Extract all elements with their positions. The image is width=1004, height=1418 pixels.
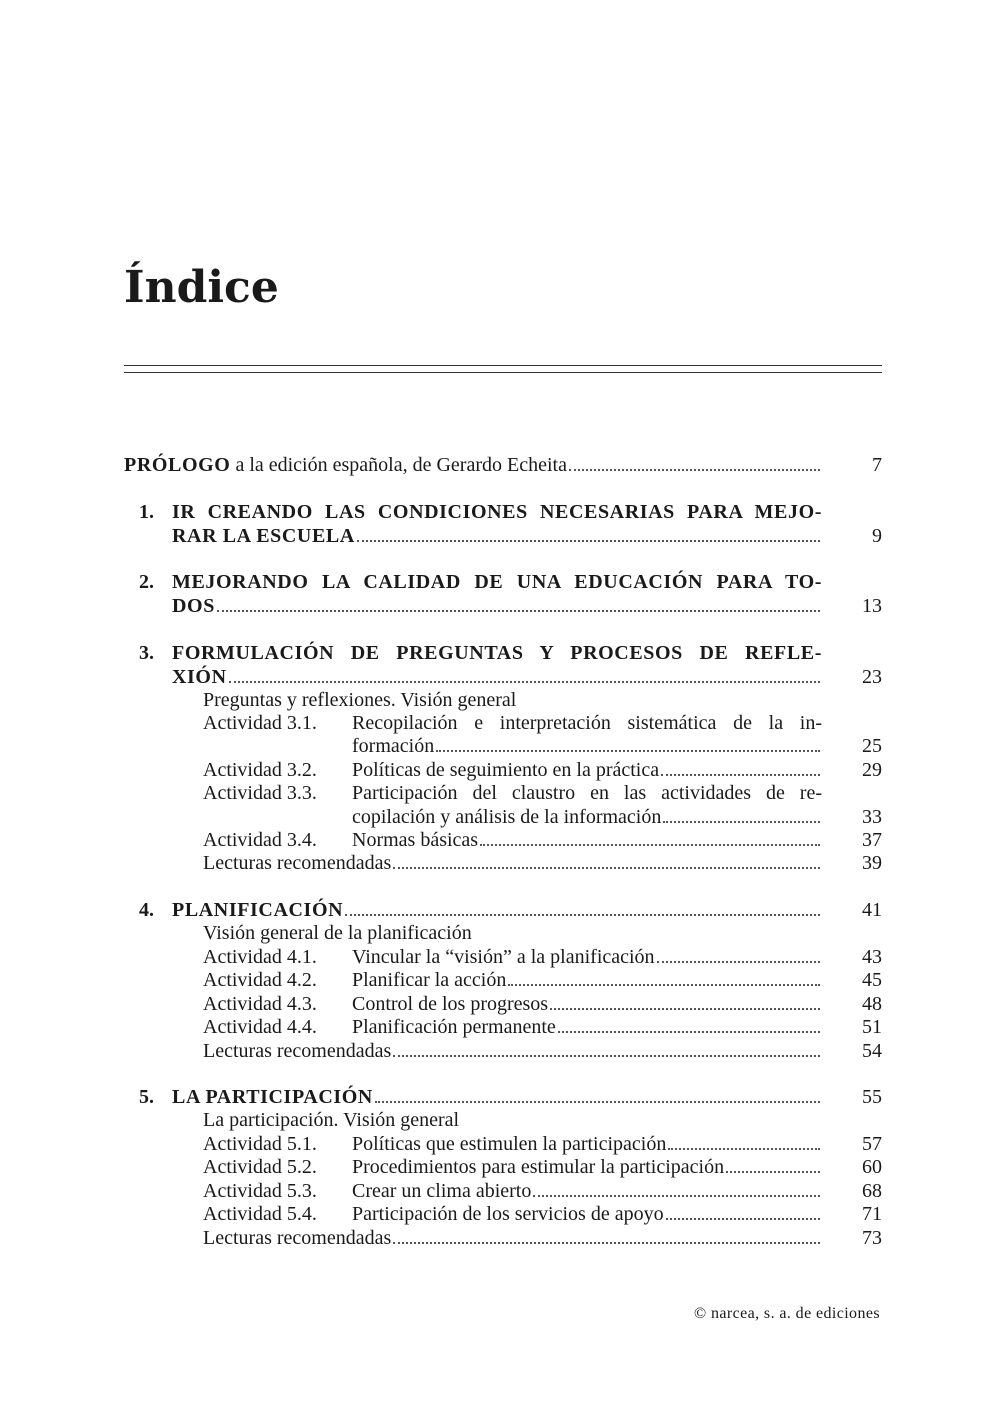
page-number: 68	[862, 1180, 882, 1202]
activity-4-2-text: Planificar la acción	[352, 969, 507, 991]
leader-dots	[550, 1008, 820, 1010]
toc-entry-activity-4-2[interactable]	[352, 968, 824, 992]
prologue-text: a la edición española, de Gerardo Echeita	[230, 454, 567, 476]
toc-entry-activity-3-1[interactable]	[352, 734, 824, 758]
chapter-4-title: PLANIFICACIÓN	[172, 899, 344, 921]
leader-dots	[393, 867, 820, 869]
activity-label: Actividad 4.2.	[203, 969, 317, 991]
chapter-number: 3.	[139, 642, 154, 664]
toc-entry-activity-4-3[interactable]	[352, 992, 824, 1016]
page-number: 39	[862, 852, 882, 874]
page-number: 45	[862, 969, 882, 991]
chapter-number: 1.	[139, 501, 154, 523]
toc-entry-chapter-3-readings[interactable]	[203, 851, 824, 875]
toc-entry-activity-5-2[interactable]	[352, 1155, 824, 1179]
activity-3-3-line2: copilación y análisis de la información	[352, 806, 662, 828]
activity-label: Actividad 4.1.	[203, 946, 317, 968]
chapter-5-title: LA PARTICIPACIÓN	[172, 1086, 373, 1108]
activity-5-3-text: Crear un clima abierto	[352, 1180, 532, 1202]
page-number: 55	[862, 1086, 882, 1108]
toc-entry-chapter-5[interactable]	[172, 1085, 824, 1109]
leader-dots	[663, 821, 820, 823]
chapter-1-title-line1[interactable]: IR CREANDO LAS CONDICIONES NECESARIAS PARA MEJO-	[172, 501, 822, 523]
toc-entry-chapter-1[interactable]	[172, 524, 824, 548]
leader-dots	[661, 774, 820, 776]
toc-entry-chapter-5-readings[interactable]	[203, 1226, 824, 1250]
page-number: 73	[862, 1227, 882, 1249]
activity-4-1-text: Vincular la “visión” a la planificación	[352, 946, 655, 968]
activity-label: Actividad 5.1.	[203, 1133, 317, 1155]
activity-5-2-text: Procedimientos para estimular la participación	[352, 1156, 725, 1178]
page-number: 23	[862, 666, 882, 688]
chapter-1-title-line2: RAR LA ESCUELA	[172, 525, 355, 547]
leader-dots	[480, 844, 820, 846]
page-number: 7	[872, 454, 882, 476]
title-rule-top	[124, 365, 882, 366]
activity-4-4-text: Planificación permanente	[352, 1016, 556, 1038]
leader-dots	[508, 984, 820, 986]
page-number: 71	[862, 1203, 882, 1225]
chapter-2-title-line2: DOS	[172, 595, 215, 617]
page-number: 51	[862, 1016, 882, 1038]
toc-entry-activity-5-3[interactable]	[352, 1179, 824, 1203]
chapter-3-title-line1[interactable]: FORMULACIÓN DE PREGUNTAS Y PROCESOS DE REFLE-	[172, 642, 822, 664]
toc-entry-prologue[interactable]	[124, 453, 824, 477]
leader-dots	[436, 750, 820, 752]
activity-label: Actividad 3.2.	[203, 759, 317, 781]
toc-entry-chapter-4-readings[interactable]	[203, 1039, 824, 1063]
activity-3-1-line2: formación	[352, 735, 435, 757]
page-number: 48	[862, 993, 882, 1015]
leader-dots	[393, 1055, 820, 1057]
leader-dots	[569, 469, 820, 471]
activity-label: Actividad 5.3.	[203, 1180, 317, 1202]
chapter-5-overview[interactable]: La participación. Visión general	[203, 1109, 460, 1131]
page-number: 41	[862, 899, 882, 921]
page-number: 9	[872, 525, 882, 547]
activity-5-4-text: Participación de los servicios de apoyo	[352, 1203, 664, 1225]
activity-label: Actividad 4.4.	[203, 1016, 317, 1038]
toc-entry-activity-3-3[interactable]	[352, 805, 824, 829]
leader-dots	[666, 1218, 820, 1220]
activity-3-3-line1[interactable]: Participación del claustro en las actividades de re-	[352, 782, 822, 804]
activity-label: Actividad 4.3.	[203, 993, 317, 1015]
activity-5-1-text: Políticas que estimulen la participación	[352, 1133, 667, 1155]
activity-label: Actividad 3.1.	[203, 712, 317, 734]
leader-dots	[357, 540, 820, 542]
leader-dots	[345, 914, 820, 916]
page-number: 29	[862, 759, 882, 781]
leader-dots	[217, 610, 820, 612]
page-number: 57	[862, 1133, 882, 1155]
leader-dots	[533, 1195, 820, 1197]
chapter-number: 5.	[139, 1086, 154, 1108]
toc-entry-activity-4-1[interactable]	[352, 945, 824, 969]
activity-3-2-text: Políticas de seguimiento en la práctica	[352, 759, 660, 781]
publisher-footer: © narcea, s. a. de ediciones	[694, 1305, 880, 1322]
activity-label: Actividad 3.3.	[203, 782, 317, 804]
leader-dots	[558, 1031, 820, 1033]
page-number: 54	[862, 1040, 882, 1062]
toc-entry-chapter-4[interactable]	[172, 898, 824, 922]
title-rule-bottom	[124, 372, 882, 373]
activity-3-1-line1[interactable]: Recopilación e interpretación sistemática de la in-	[352, 712, 822, 734]
chapter-number: 4.	[139, 899, 154, 921]
toc-entry-chapter-3[interactable]	[172, 665, 824, 689]
page-number: 60	[862, 1156, 882, 1178]
toc-entry-chapter-2[interactable]	[172, 594, 824, 618]
chapter-2-title-line1[interactable]: MEJORANDO LA CALIDAD DE UNA EDUCACIÓN PARA TO-	[172, 571, 822, 593]
leader-dots	[668, 1148, 820, 1150]
activity-label: Actividad 3.4.	[203, 829, 317, 851]
chapter-3-title-line2: XIÓN	[172, 666, 227, 688]
toc-entry-activity-3-2[interactable]	[352, 758, 824, 782]
activity-label: Actividad 5.2.	[203, 1156, 317, 1178]
page-number: 33	[862, 806, 882, 828]
leader-dots	[726, 1171, 820, 1173]
activity-4-3-text: Control de los progresos	[352, 993, 549, 1015]
readings-text: Lecturas recomendadas	[203, 1040, 392, 1062]
page-number: 37	[862, 829, 882, 851]
page-number: 13	[862, 595, 882, 617]
toc-entry-activity-3-4[interactable]	[352, 828, 824, 852]
toc-entry-activity-4-4[interactable]	[352, 1015, 824, 1039]
page-number: 43	[862, 946, 882, 968]
chapter-number: 2.	[139, 571, 154, 593]
readings-text: Lecturas recomendadas	[203, 1227, 392, 1249]
page-number: 25	[862, 735, 882, 757]
chapter-4-overview[interactable]: Visión general de la planificación	[203, 922, 472, 944]
readings-text: Lecturas recomendadas	[203, 852, 392, 874]
chapter-3-overview[interactable]: Preguntas y reflexiones. Visión general	[203, 689, 517, 711]
leader-dots	[393, 1242, 820, 1244]
toc-entry-activity-5-4[interactable]	[352, 1202, 824, 1226]
activity-3-4-text: Normas básicas	[352, 829, 479, 851]
prologue-label: PRÓLOGO	[124, 454, 231, 476]
leader-dots	[375, 1101, 820, 1103]
leader-dots	[229, 681, 820, 683]
toc-entry-activity-5-1[interactable]	[352, 1132, 824, 1156]
leader-dots	[657, 961, 820, 963]
page-title: Índice	[124, 262, 279, 313]
activity-label: Actividad 5.4.	[203, 1203, 317, 1225]
